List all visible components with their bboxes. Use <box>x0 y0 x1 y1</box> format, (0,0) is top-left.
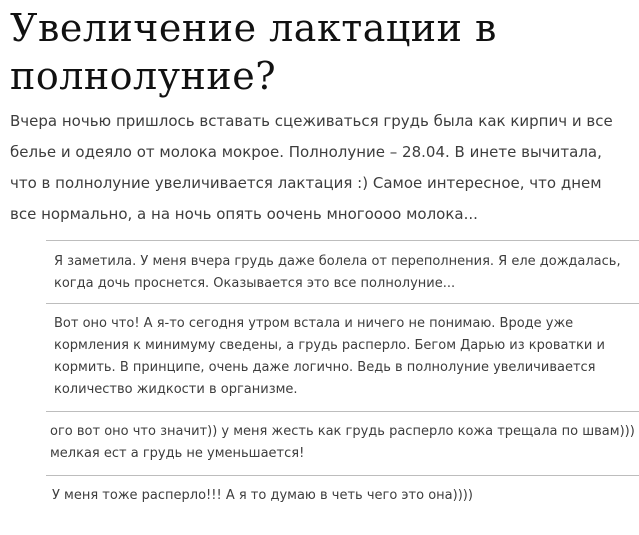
comment-text: Вот оно что! А я-то сегодня утром встала и ничего не понимаю. Вроде уже кормления к минимуму сведены, а грудь расперло. Бегом Дарью из кроватки и кормить. В принципе, очень даже логично. Ведь в полнолуние увеличивается количество жидкости в организме. <box>54 316 605 397</box>
post-body: Вчера ночью пришлось вставать сцеживаться грудь была как кирпич и все белье и одеяло от молока мокрое. Полнолуние – 28.04. В инете вычитала, что в полнолуние увеличивается лактация :) Самое интересное, что днем все нормально, а на ночь опять оочень многоооо молока... <box>10 112 613 223</box>
post-title: Увеличение лактации в полнолуние? <box>10 6 497 98</box>
comment-item <box>46 240 639 303</box>
comment-item <box>46 475 639 535</box>
comment-item <box>46 303 639 411</box>
post <box>10 0 635 230</box>
comment-text: Я заметила. У меня вчера грудь даже болела от переполнения. Я еле дождалась, когда дочь проснется. Оказывается это все полнолуние... <box>54 254 621 291</box>
comment-text: У меня тоже расперло!!! А я то думаю в четь чего это она)))) <box>52 488 473 503</box>
comment-list <box>46 240 639 535</box>
comment-item <box>46 411 639 475</box>
comment-text: ого вот оно что значит)) у меня жесть как грудь расперло кожа трещала по швам))) мелкая ест а грудь не уменьшается! <box>50 424 635 461</box>
